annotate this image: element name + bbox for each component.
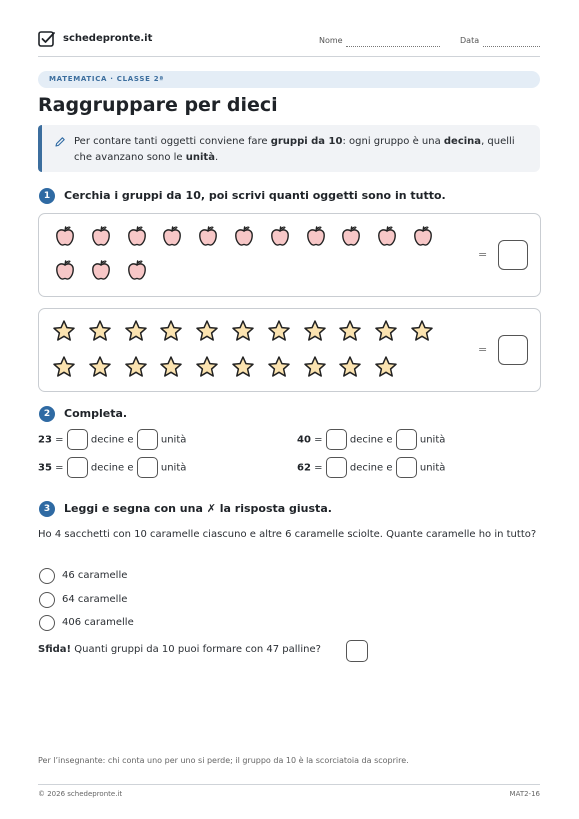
units-input[interactable] [137,457,158,478]
option-radio[interactable] [39,592,55,608]
star-icon[interactable] [267,355,291,379]
star-icon[interactable] [267,319,291,343]
exercise-1-number: 1 [39,188,55,204]
option-label: 64 caramelle [62,594,128,605]
units-input[interactable] [137,429,158,450]
apple-icon[interactable] [377,225,397,247]
star-icon[interactable] [124,319,148,343]
checkbox-logo-icon [38,30,56,48]
option-label: 46 caramelle [62,570,128,581]
apple-icon[interactable] [413,225,433,247]
exercise-2-number: 2 [39,406,55,422]
apple-icon[interactable] [91,225,111,247]
star-icon[interactable] [88,319,112,343]
option-label: 406 caramelle [62,617,134,628]
star-icon[interactable] [303,355,327,379]
star-icon[interactable] [374,319,398,343]
exercise-2-title: Completa. [64,407,128,420]
apple-icon[interactable] [127,259,147,281]
option-radio[interactable] [39,615,55,631]
option-radio[interactable] [39,568,55,584]
apples-answer-box[interactable] [498,240,528,270]
star-icon[interactable] [374,355,398,379]
star-icon[interactable] [231,319,255,343]
apple-icon[interactable] [127,225,147,247]
star-icon[interactable] [52,319,76,343]
star-icon[interactable] [195,319,219,343]
star-icon[interactable] [159,355,183,379]
worksheet-code: MAT2-16 [509,790,540,798]
decomposition-row: 40 = decine e unità [297,429,445,450]
apple-icon[interactable] [198,225,218,247]
info-note-text: Per contare tanti oggetti conviene fare gruppi da 10: ogni gruppo è una decina, quelli che avanzano sono le unità. [74,136,515,163]
exercise-3-title: Leggi e segna con una ✗ la risposta giusta. [64,502,332,515]
subject-chip [38,71,540,88]
apple-icon[interactable] [341,225,361,247]
star-icon[interactable] [338,319,362,343]
apple-icon[interactable] [55,225,75,247]
star-icon[interactable] [231,355,255,379]
problem-text: Ho 4 sacchetti con 10 caramelle ciascuno e altre 6 caramelle sciolte. Quante caramelle ho in tutto? [38,529,537,540]
apple-icon[interactable] [270,225,290,247]
star-icon[interactable] [195,355,219,379]
star-icon[interactable] [303,319,327,343]
tens-input[interactable] [67,457,88,478]
site-name: schedepronte.it [63,33,153,44]
apple-icon[interactable] [55,259,75,281]
star-icon[interactable] [52,355,76,379]
apple-icon[interactable] [306,225,326,247]
tens-input[interactable] [67,429,88,450]
star-icon[interactable] [338,355,362,379]
name-field[interactable] [346,46,440,47]
exercise-1-title: Cerchia i gruppi da 10, poi scrivi quanti oggetti sono in tutto. [64,189,446,202]
apple-icon[interactable] [234,225,254,247]
units-input[interactable] [396,429,417,450]
date-label: Data [460,36,480,45]
pencil-icon [54,136,66,148]
equals-sign: = [478,248,488,261]
equals-sign: = [478,343,488,356]
page-title: Raggruppare per dieci [38,94,278,116]
star-icon[interactable] [88,355,112,379]
apple-icon[interactable] [162,225,182,247]
subject-chip-label: MATEMATICA · CLASSE 2ª [49,75,164,83]
star-icon[interactable] [410,319,434,343]
apple-icon[interactable] [91,259,111,281]
teacher-note: Per l’insegnante: chi conta uno per uno si perde; il gruppo da 10 è la scorciatoia da scoprire. [38,756,409,765]
name-label: Nome [319,36,343,45]
challenge-answer-box[interactable] [346,640,368,662]
tens-input[interactable] [326,429,347,450]
tens-input[interactable] [326,457,347,478]
star-icon[interactable] [159,319,183,343]
units-input[interactable] [396,457,417,478]
exercise-3-number: 3 [39,501,55,517]
challenge-text: Sfida! Quanti gruppi da 10 puoi formare con 47 palline? [38,644,321,655]
stars-answer-box[interactable] [498,335,528,365]
decomposition-row: 62 = decine e unità [297,457,445,478]
date-field[interactable] [483,46,540,47]
decomposition-row: 35 = decine e unità [38,457,186,478]
copyright: © 2026 schedepronte.it [38,790,123,798]
footer-divider [38,784,540,785]
info-note-accent [38,125,42,172]
star-icon[interactable] [124,355,148,379]
header-divider [38,56,540,57]
decomposition-row: 23 = decine e unità [38,429,186,450]
